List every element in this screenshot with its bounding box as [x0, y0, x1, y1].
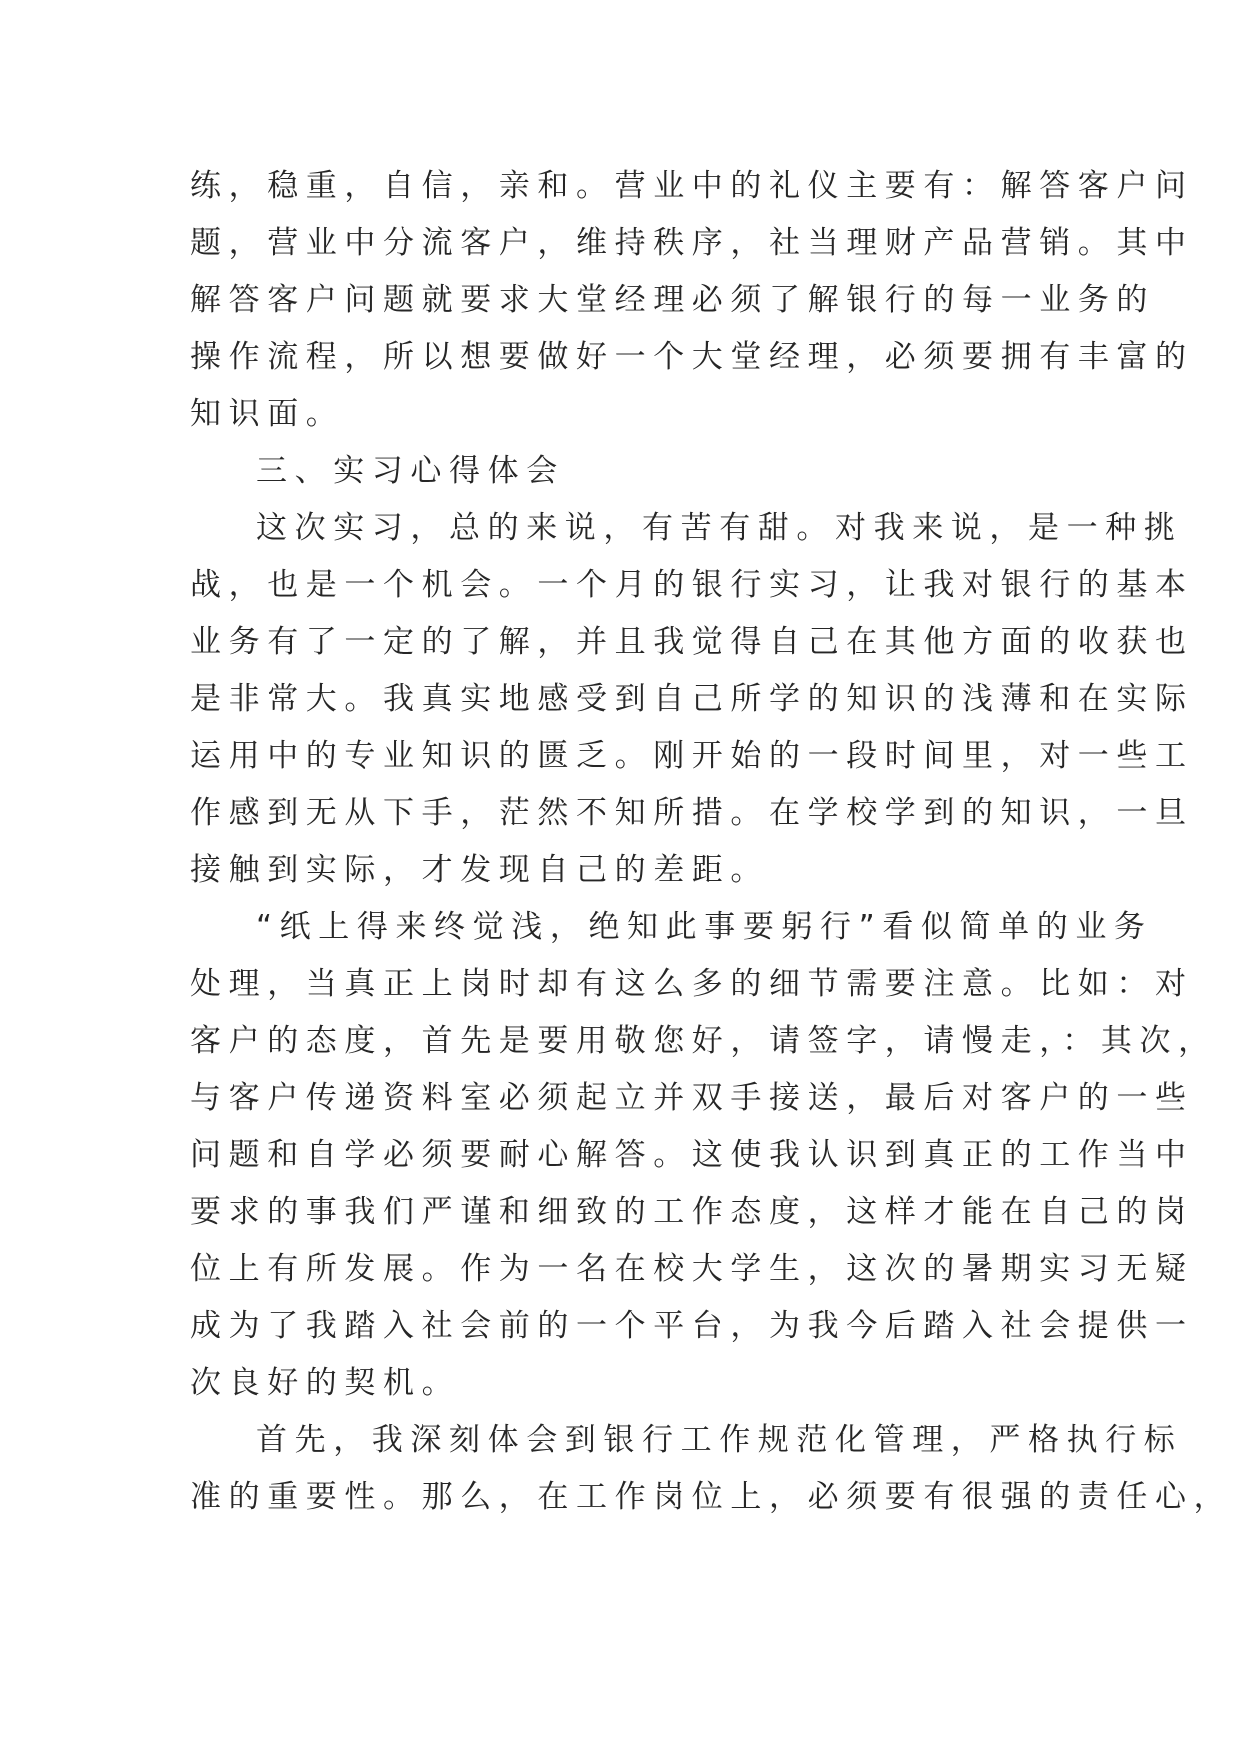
text-line: 要求的事我们严谨和细致的工作态度，这样才能在自己的岗	[190, 1194, 1194, 1230]
text-line: 业务有了一定的了解，并且我觉得自己在其他方面的收获也	[190, 624, 1194, 660]
section-heading: 三、实习心得体会	[256, 453, 565, 489]
text-line: 运用中的专业知识的匮乏。刚开始的一段时间里，对一些工	[190, 738, 1194, 774]
text-line: 接触到实际，才发现自己的差距。	[190, 852, 769, 888]
text-line: 成为了我踏入社会前的一个平台，为我今后踏入社会提供一	[190, 1308, 1194, 1344]
text-line: 问题和自学必须要耐心解答。这使我认识到真正的工作当中	[190, 1137, 1194, 1173]
text-line: 操作流程，所以想要做好一个大堂经理，必须要拥有丰富的	[190, 339, 1194, 375]
text-line: 这次实习，总的来说，有苦有甜。对我来说，是一种挑	[256, 510, 1183, 546]
text-line: 次良好的契机。	[190, 1365, 461, 1401]
text-line: 处理，当真正上岗时却有这么多的细节需要注意。比如：对	[190, 966, 1194, 1002]
text-line: 练，稳重，自信，亲和。营业中的礼仪主要有：解答客户问	[190, 168, 1194, 204]
text-line: “纸上得来终觉浅，绝知此事要躬行”看似简单的业务	[256, 909, 1153, 945]
text-line: 作感到无从下手，茫然不知所措。在学校学到的知识，一旦	[190, 795, 1194, 831]
text-line: 是非常大。我真实地感受到自己所学的知识的浅薄和在实际	[190, 681, 1194, 717]
text-line: 题，营业中分流客户，维持秩序，社当理财产品营销。其中	[190, 225, 1194, 261]
text-line: 与客户传递资料室必须起立并双手接送，最后对客户的一些	[190, 1080, 1194, 1116]
text-line: 战，也是一个机会。一个月的银行实习，让我对银行的基本	[190, 567, 1194, 603]
text-line: 准的重要性。那么，在工作岗位上，必须要有很强的责任心，	[190, 1479, 1233, 1515]
text-line: 知识面。	[190, 396, 345, 432]
text-line: 位上有所发展。作为一名在校大学生，这次的暑期实习无疑	[190, 1251, 1194, 1287]
text-line: 解答客户问题就要求大堂经理必须了解银行的每一业务的	[190, 282, 1155, 318]
text-line: 客户的态度，首先是要用敬您好，请签字，请慢走，：其次，	[190, 1023, 1217, 1059]
text-line: 首先，我深刻体会到银行工作规范化管理，严格执行标	[256, 1422, 1183, 1458]
